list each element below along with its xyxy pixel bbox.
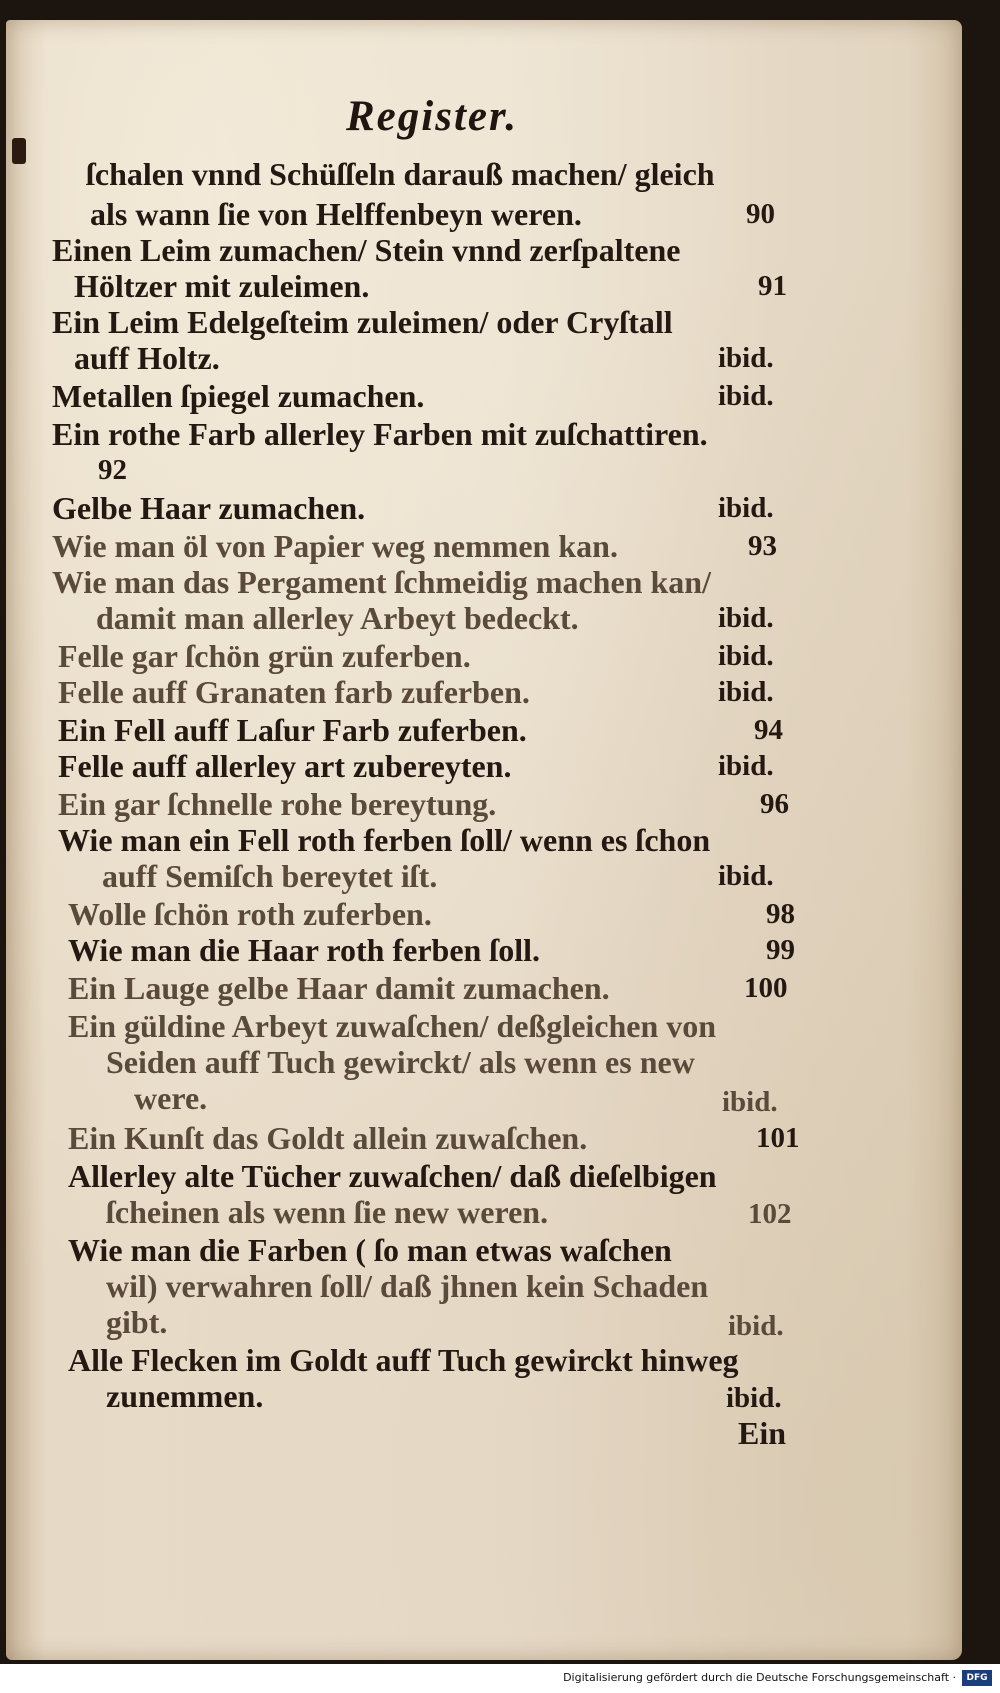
entry-line: Ein rothe Farb allerley Farben mit zuſchattiren. [52, 416, 708, 452]
entry-line: Einen Leim zumachen/ Stein vnnd zerſpaltene [52, 232, 681, 268]
entry-line: were. [134, 1080, 208, 1116]
page-number: ibid. [718, 750, 774, 782]
page-number: ibid. [726, 1382, 782, 1414]
book-page [6, 20, 962, 1660]
page-number: ibid. [718, 676, 774, 708]
entry-line: Ein gar ſchnelle rohe bereytung. [58, 786, 497, 822]
entry-line: Ein güldine Arbeyt zuwaſchen/ deßgleichen von [68, 1008, 717, 1044]
entry-line: ſchalen vnnd Schüſſeln darauß machen/ gleich [86, 156, 715, 192]
entry-line: Wie man die Farben ( ſo man etwas waſchen [68, 1232, 672, 1268]
entry-line: Allerley alte Tücher zuwaſchen/ daß dieſelbigen [68, 1158, 717, 1194]
entry-line: Felle auff Granaten farb zuferben. [58, 674, 530, 710]
entry-line: Höltzer mit zuleimen. [74, 268, 370, 304]
catchword: Ein [738, 1415, 787, 1451]
entry-line: Seiden auff Tuch gewirckt/ als wenn es new [106, 1044, 695, 1080]
page-number: 90 [746, 198, 775, 230]
page-number: ibid. [728, 1310, 784, 1342]
entry-line: Ein Lauge gelbe Haar damit zumachen. [68, 970, 610, 1006]
page-number: 99 [766, 934, 795, 966]
page-number: ibid. [718, 492, 774, 524]
entry-line: auff Semiſch bereytet iſt. [102, 858, 438, 894]
page-number: ibid. [718, 380, 774, 412]
entry-line: Felle gar ſchön grün zuferben. [58, 638, 471, 674]
entry-line: Ein Leim Edelgeſteim zuleimen/ oder Cryſtall [52, 304, 673, 340]
entry-line: zunemmen. [106, 1378, 264, 1414]
entry-line: Wie man ein Fell roth ferben ſoll/ wenn es ſchon [58, 822, 711, 858]
page-number: ibid. [718, 860, 774, 892]
entry-line: wil) verwahren ſoll/ daß jhnen kein Schaden [106, 1268, 709, 1304]
page-number: 98 [766, 898, 795, 930]
dfg-logo: DFG [962, 1670, 992, 1686]
page-number: ibid. [722, 1086, 778, 1118]
page-number: 101 [756, 1122, 800, 1154]
page-number: ibid. [718, 602, 774, 634]
page-number: 93 [748, 530, 777, 562]
page-number: 94 [754, 714, 783, 746]
page-number: ibid. [718, 342, 774, 374]
entry-line: auff Holtz. [74, 340, 220, 376]
page-number: 100 [744, 972, 788, 1004]
entry-line: als wann ſie von Helffenbeyn weren. [90, 196, 582, 232]
page-number: ibid. [718, 640, 774, 672]
entry-line: damit man allerley Arbeyt bedeckt. [96, 600, 579, 636]
entry-line: Wie man das Pergament ſchmeidig machen kan/ [52, 564, 711, 600]
entry-line: Metallen ſpiegel zumachen. [52, 378, 425, 414]
page-number: 91 [758, 270, 787, 302]
entry-line: Alle Flecken im Goldt auff Tuch gewirckt hinweg [68, 1342, 739, 1378]
entry-line: Ein Kunſt das Goldt allein zuwaſchen. [68, 1120, 588, 1156]
entry-line: Wolle ſchön roth zuferben. [68, 896, 432, 932]
page-number: 92 [98, 454, 127, 486]
page-number: 96 [760, 788, 789, 820]
entry-line: Wie man die Haar roth ferben ſoll. [68, 932, 540, 968]
entry-line: Wie man öl von Papier weg nemmen kan. [52, 528, 618, 564]
footer-bar [0, 1664, 1000, 1693]
entry-line: Gelbe Haar zumachen. [52, 490, 366, 526]
funding-notice: Digitalisierung gefördert durch die Deutsche Forschungsgemeinschaft · [563, 1671, 956, 1684]
entry-line: Ein Fell auff Laſur Farb zuferben. [58, 712, 527, 748]
register-entries [6, 20, 962, 1660]
page-title: Register. [346, 93, 519, 140]
entry-line: Felle auff allerley art zubereyten. [58, 748, 512, 784]
page-number: 102 [748, 1198, 792, 1230]
entry-line: ſcheinen als wenn ſie new weren. [106, 1194, 549, 1230]
entry-line: gibt. [106, 1304, 168, 1340]
